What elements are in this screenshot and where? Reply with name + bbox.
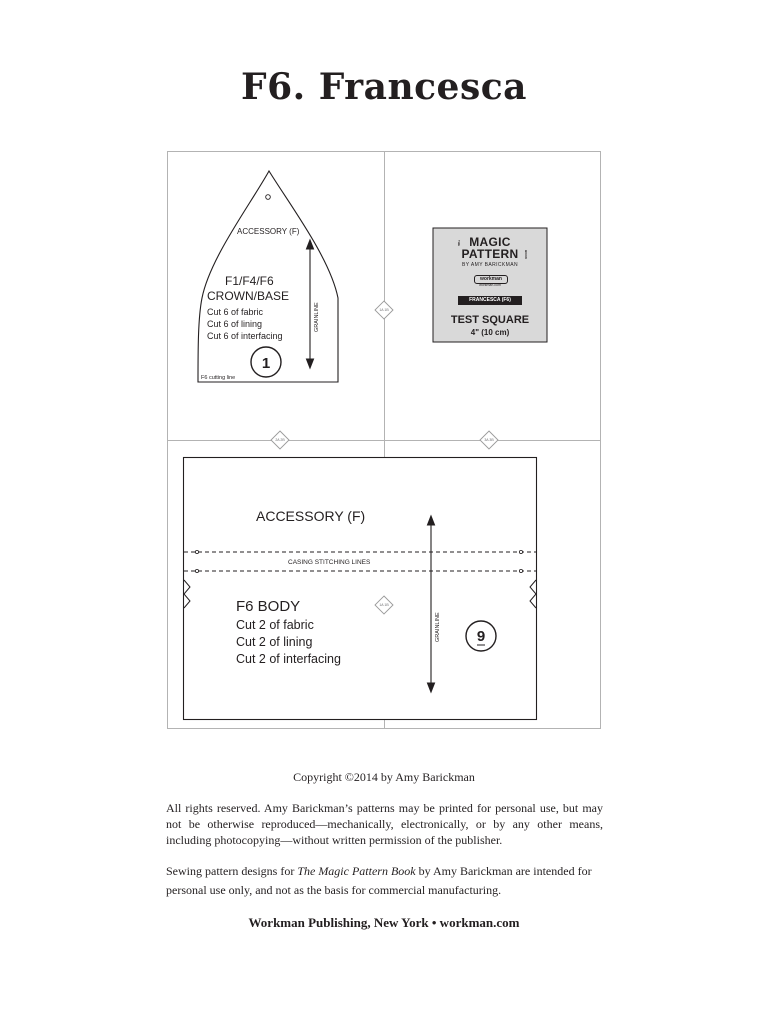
body-cut-interfacing: Cut 2 of interfacing — [236, 652, 341, 666]
crown-cut-lining: Cut 6 of lining — [207, 319, 263, 329]
crown-cut-interfacing: Cut 6 of interfacing — [207, 331, 283, 341]
personal-use-prefix: Sewing pattern designs for — [166, 864, 298, 878]
body-grainline-label: GRAINLINE — [435, 612, 441, 642]
publisher-line: Workman Publishing, New York • workman.com — [248, 915, 520, 930]
body-name: F6 BODY — [236, 598, 301, 615]
body-category: ACCESSORY (F) — [256, 508, 366, 524]
brand-the: THE — [457, 240, 461, 246]
crown-name-line1: F1/F4/F6 — [225, 274, 274, 288]
svg-text:2A 2B: 2A 2B — [275, 438, 285, 442]
test-square-pattern-band: FRANCESCA (F6) — [458, 296, 522, 305]
brand-pattern: PATTERN — [461, 247, 519, 261]
rights-paragraph: All rights reserved. Amy Barickman’s patterns may be printed for personal use, but may not be otherwise reproduced—mechanically, electronically, or by any other means, including photocopying—without written permission of the publisher. — [166, 801, 603, 847]
body-piece-number: 9 — [476, 628, 486, 645]
brand-author: BY AMY BARICKMAN — [462, 262, 518, 268]
personal-use-paragraph — [166, 862, 603, 900]
body-cut-lining: Cut 2 of lining — [236, 635, 313, 649]
workman-logo: workman — [474, 275, 508, 284]
brand-book: BOOK — [524, 250, 528, 259]
svg-text:1A 1B: 1A 1B — [379, 308, 389, 312]
workman-url: workman.com — [479, 283, 501, 287]
alignment-diamond-left — [271, 431, 289, 449]
crown-grainline-label: GRAINLINE — [314, 302, 320, 332]
crown-cutting-line-label: F6 cutting line — [201, 375, 236, 381]
crown-category: ACCESSORY (F) — [237, 227, 300, 236]
alignment-diamond-center — [375, 301, 393, 319]
copyright-line: Copyright ©2014 by Amy Barickman — [293, 770, 475, 784]
personal-use-suffix: by Amy Barickman are intended for personal use only, and not as the basis for commercial manufacturing. — [166, 864, 592, 897]
body-piece — [184, 458, 537, 720]
crown-name-line2: CROWN/BASE — [207, 289, 290, 303]
page-title: F6. Francesca — [241, 66, 527, 108]
test-square-label: TEST SQUARE — [450, 314, 530, 326]
svg-text:1A 1B: 1A 1B — [379, 603, 389, 607]
crown-cut-fabric: Cut 6 of fabric — [207, 307, 264, 317]
alignment-diamond-right — [480, 431, 498, 449]
crown-piece-number: 1 — [261, 355, 271, 372]
brand-magic: MAGIC — [469, 235, 511, 249]
svg-text:3A 3B: 3A 3B — [484, 438, 494, 442]
crown-piece — [198, 171, 338, 382]
test-square-size: 4" (10 cm) — [470, 328, 510, 337]
body-casing-label: CASING STITCHING LINES — [288, 559, 371, 566]
body-cut-fabric: Cut 2 of fabric — [236, 618, 314, 632]
book-title: The Magic Pattern Book — [297, 864, 416, 878]
